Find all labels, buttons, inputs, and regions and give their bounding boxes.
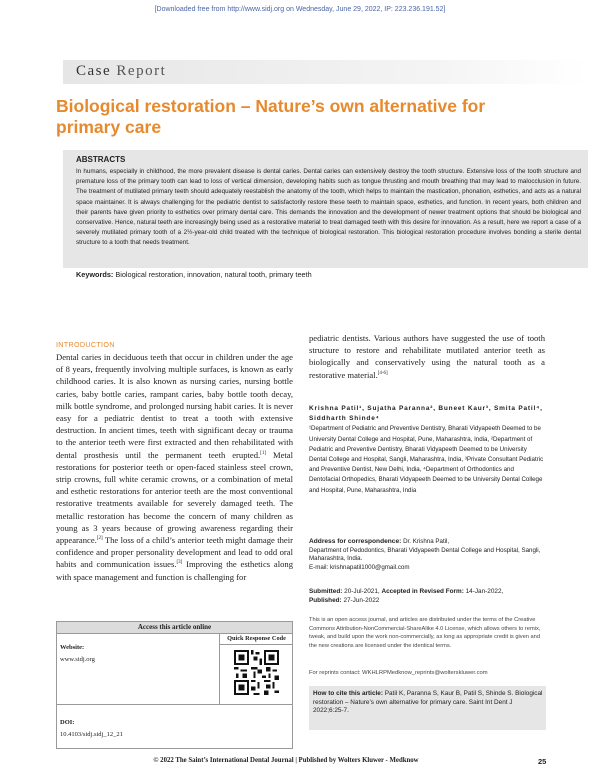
- access-online-box: [56, 621, 293, 749]
- accepted-label: Accepted in Revised Form:: [381, 588, 464, 595]
- doi-link[interactable]: 10.4103/sidj.sidj_12_21: [60, 731, 123, 738]
- authors-block: [309, 404, 545, 496]
- abstract-heading: ABSTRACTS: [76, 155, 126, 164]
- introduction-heading: INTRODUCTION: [56, 340, 115, 349]
- intro-paragraph-continued: pediatric dentists. Various authors have suggested the use of tooth structure to restore and rehabilitate mutilated anterior teeth as biologically and conservatively using the natural tooth as a restorative material.: [309, 333, 545, 380]
- author-affiliations: ¹Department of Pediatric and Preventive Dentistry, Bharati Vidyapeeth Deemed to be University Dental College and Hospital, Pune, Maharashtra, India, ²Department of Pediatric and Preventive Dentistry, Bharati Vidyapeeth Deemed to be University Dental College and Hospital, Sangli, Maharashtra, India, ³Private Consultant Pediatric and Preventive Dentist, New Delhi, India, ⁴Department of Orthodontics and Dentofacial Orthopedics, Bharati Vidyapeeth Deemed to be University Dental College and Hospital, Pune, Maharashtra, India: [309, 425, 544, 494]
- citation-4-6[interactable]: [4-6]: [377, 370, 388, 376]
- correspondence-name: Dr. Krishna Patil,: [401, 538, 450, 545]
- intro-paragraph-part2: Metal restorations for posterior teeth or open-faced stainless steel crown, strip crowns, full white ceramic crowns, or a combination of metal and esthetic restorations for anterior teeth are the most conventional restorative treatments available for severely damaged teeth. The metallic restoration has become the concern of many children as young as 3 years because of growing awareness regarding their appearance.: [56, 449, 294, 546]
- dates-block: [309, 587, 545, 605]
- correspondence-block: [309, 538, 545, 572]
- citation-3[interactable]: [3]: [176, 560, 183, 566]
- abstract-text: In humans, especially in childhood, the more prevalent disease is dental caries. Dental caries can extensively destroy the tooth structure. Extensive loss of the tooth structure and premature loss of the primary tooth can lead to loss of vertical dimension, developing habits such as tongue thrusting and mouth breathing that may lead to malocclusion in future. The treatment of mutilated primary teeth should adequately reestablish the anatomy of the tooth, which helps to maintain the mastication, phonation, esthetics, and acts as a natural space maintainer. It is always challenging for the pediatric dentist to satisfactorily restore these teeth to maintain space, esthetics, and function. In recent years, both children and their parents have given priority to esthetics over primary dental care. This demands the innovation and the development of newer treatment options that should be biological and conservative. Hence, natural teeth are increasingly being used as a restorative material to treat damaged teeth with this desire for innovation. As a result, here we report a case of a severely mutilated primary tooth of a 2½-year-old child treated with the technique of biological restoration. This biological restoration procedure involves bonding a sterile dental structure to a tooth that needs treatment.: [76, 168, 581, 247]
- introduction-right-column: [309, 332, 545, 381]
- section-label-report: Report: [116, 63, 167, 79]
- correspondence-label: Address for correspondence:: [309, 538, 402, 545]
- website-label: Website:: [60, 644, 85, 651]
- correspondence-address: Department of Pedodontics, Bharati Vidyapeeth Dental College and Hospital, Sangli, Maharashtra, India.: [309, 546, 541, 563]
- accepted-date: 14-Jan-2022,: [463, 588, 504, 595]
- section-label: [76, 63, 166, 80]
- keywords-label: Keywords:: [76, 270, 114, 279]
- correspondence-email[interactable]: E-mail: krishnapatil1000@gmail.com: [309, 563, 410, 571]
- doi-label: DOI:: [60, 719, 75, 726]
- author-names: Krishna Patil¹, Sujatha Paranna², Buneet Kaur³, Smita Patil⁴, Siddharth Shinde⁴: [309, 405, 543, 423]
- submitted-date: 20-Jul-2021,: [342, 588, 382, 595]
- keywords: [76, 270, 581, 279]
- reprints-contact[interactable]: For reprints contact: WKHLRPMedknow_reprints@wolterskluwer.com: [309, 670, 488, 676]
- journal-footer: © 2022 The Saint’s International Dental Journal | Published by Wolters Kluwer - Medknow: [153, 757, 419, 764]
- page-number: 25: [538, 757, 547, 766]
- submitted-label: Submitted:: [309, 588, 343, 595]
- keywords-text: Biological restoration, innovation, natural tooth, primary teeth: [115, 270, 312, 279]
- intro-paragraph-part1: Dental caries in deciduous teeth that occur in children under the age of 8 years, frequently involving multiple surfaces, is known as early childhood caries. It is also known as nursing caries, nursing bottle caries, baby bottle caries, rampant caries, baby bottle tooth decay, milk bottle syndrome, and prolonged nursing habit caries. It is never easy for a pediatric dentist to treat a tooth with extensive destruction. In ancient times, teeth with significant decay or trauma to the anterior teeth were first extracted and then rehabilitated with dental prosthesis until the permanent teeth erupted.: [56, 352, 293, 460]
- open-access-notice: This is an open access journal, and articles are distributed under the terms of the Creative Commons Attribution-NonCommercial-ShareAlike 4.0 License, which allows others to remix, tweak, and build upon the work non-commercially, as long as appropriate credit is given and the new creations are licensed under the identical terms.: [309, 617, 541, 649]
- citation-2[interactable]: [2]: [96, 536, 103, 542]
- qr-cell: [219, 644, 293, 704]
- citation-1[interactable]: [1]: [260, 450, 267, 456]
- qr-heading: Quick Response Code: [219, 634, 293, 645]
- access-box-divider: [57, 704, 292, 705]
- website-link[interactable]: www.sidj.org: [60, 656, 95, 663]
- how-to-cite-citation: Patil K, Paranna S, Kaur B, Patil S, Shinde S. Biological restoration – Nature’s own alternative for primary care. Saint Int Dent J 2022;6:25-7.: [313, 690, 543, 715]
- intro-paragraph-part3: The loss of a child’s anterior teeth might damage their confidence and proper personality development and lead to odd oral habits and communication issues.: [56, 535, 293, 570]
- access-online-heading: Access this article online: [57, 622, 292, 634]
- article-title: Biological restoration – Nature’s own alternative for primary care: [56, 96, 486, 137]
- introduction-left-column: [56, 351, 293, 583]
- intro-paragraph-part4: Improving the esthetics along with space management and function is challenging for: [56, 559, 293, 582]
- published-date: 27-Jun-2022: [341, 597, 380, 604]
- how-to-cite-box: [309, 686, 546, 730]
- how-to-cite-text: [313, 690, 543, 716]
- download-banner: [Downloaded free from http://www.sidj.org on Wednesday, June 29, 2022, IP: 223.236.191.52]: [154, 6, 446, 13]
- section-label-bar: [63, 60, 588, 84]
- section-label-case: Case: [76, 63, 112, 79]
- how-to-cite-label: How to cite this article:: [313, 690, 383, 697]
- qr-code-icon[interactable]: [234, 650, 279, 695]
- published-label: Published:: [309, 597, 342, 604]
